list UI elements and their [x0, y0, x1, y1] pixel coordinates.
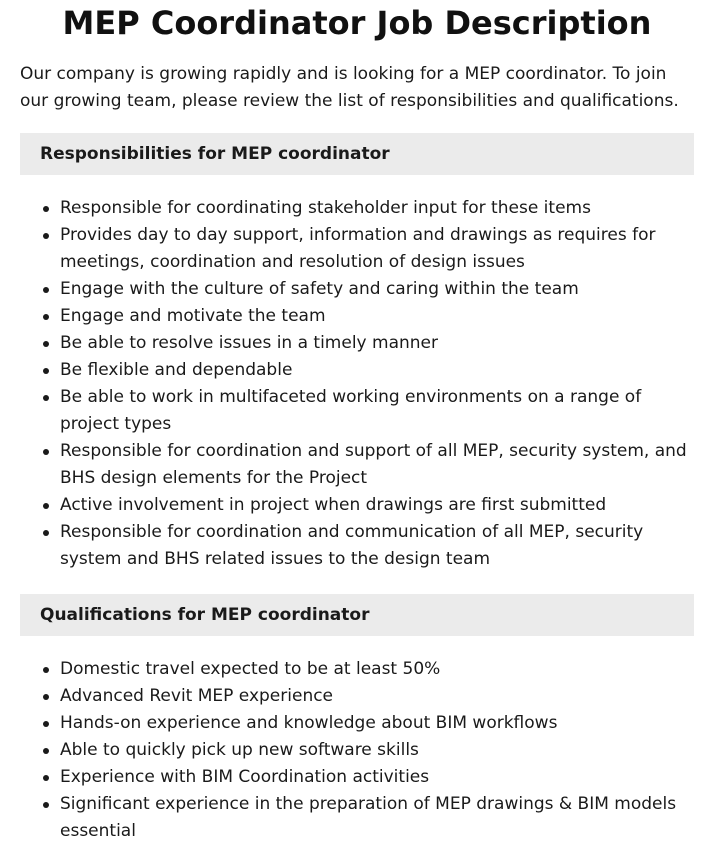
list-item: Responsible for coordination and support of all MEP, security system, and BHS design elements for the Project: [20, 438, 694, 492]
list-item: Be flexible and dependable: [20, 357, 694, 384]
list-item: Active involvement in project when drawings are first submitted: [20, 492, 694, 519]
page-title: MEP Coordinator Job Description: [62, 4, 652, 42]
qualifications-heading: Qualifications for MEP coordinator: [20, 594, 694, 636]
responsibilities-list: [20, 195, 694, 573]
list-item: Hands-on experience and knowledge about BIM workflows: [20, 710, 694, 737]
list-item: Provides day to day support, information and drawings as requires for meetings, coordination and resolution of design issues: [20, 222, 694, 276]
list-item: Be able to work in multifaceted working environments on a range of project types: [20, 384, 694, 438]
responsibilities-heading: Responsibilities for MEP coordinator: [20, 133, 694, 175]
list-item: Be able to resolve issues in a timely manner: [20, 330, 694, 357]
list-item: Responsible for coordination and communication of all MEP, security system and BHS related issues to the design team: [20, 519, 694, 573]
list-item: Engage with the culture of safety and caring within the team: [20, 276, 694, 303]
intro-paragraph: Our company is growing rapidly and is looking for a MEP coordinator. To join our growing team, please review the list of responsibilities and qualifications.: [20, 64, 679, 111]
qualifications-list: [20, 656, 694, 845]
list-item: Significant experience in the preparation of MEP drawings & BIM models essential: [20, 791, 694, 845]
list-item: Able to quickly pick up new software skills: [20, 737, 694, 764]
list-item: Domestic travel expected to be at least 50%: [20, 656, 694, 683]
list-item: Experience with BIM Coordination activities: [20, 764, 694, 791]
list-item: Responsible for coordinating stakeholder input for these items: [20, 195, 694, 222]
list-item: Engage and motivate the team: [20, 303, 694, 330]
list-item: Advanced Revit MEP experience: [20, 683, 694, 710]
